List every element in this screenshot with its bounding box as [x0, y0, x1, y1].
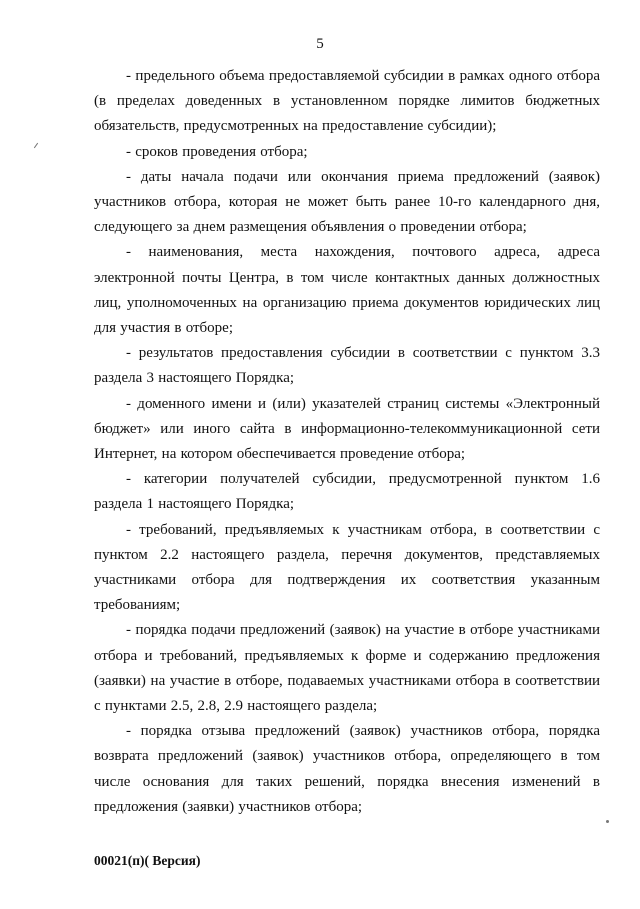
paragraph-subsidy-results: - результатов предоставления субсидии в соответствии с пунктом 3.3 раздела 3 настоящего Порядка;: [94, 345, 600, 387]
document-body: [94, 64, 600, 820]
page-number: 5: [316, 36, 324, 52]
paragraph-application-dates: - даты начала подачи или окончания приема предложений (заявок) участников отбора, которая не может быть ранее 10-го календарного дня, следующего за днем размещения объявления о проведении отбора;: [94, 168, 600, 236]
scan-artifact-mark: [34, 143, 38, 148]
paragraph-recipient-category: - категории получателей субсидии, предусмотренной пунктом 1.6 раздела 1 настоящего Порядка;: [94, 471, 600, 513]
paragraph-selection-deadlines: - сроков проведения отбора;: [126, 143, 308, 160]
paragraph-participant-requirements: - требований, предъявляемых к участникам отбора, в соответствии с пунктом 2.2 настоящего раздела, перечня документов, представляемых участниками отбора для подтверждения их соответствия указанным требованиям;: [94, 521, 600, 614]
paragraph-withdrawal-procedure: - порядка отзыва предложений (заявок) участников отбора, порядка возврата предложений (заявок) участников отбора, определяющего в том числе основания для таких решений, порядка внесения изменений в предложения (заявки) участников отбора;: [94, 723, 600, 815]
paragraph-domain-name: - доменного имени и (или) указателей страниц системы «Электронный бюджет» или иного сайта в информационно-телекоммуникационной сети Интернет, на котором обеспечивается проведение отбора;: [94, 395, 600, 463]
paragraph-center-contacts: - наименования, места нахождения, почтового адреса, адреса электронной почты Центра, в том числе контактных данных должностных лиц, уполномоченных на организацию приема документов юридических лиц для участия в отборе;: [94, 244, 600, 337]
paragraph-application-procedure: - порядка подачи предложений (заявок) на участие в отборе участниками отбора и требований, предъявляемых к форме и содержанию предложения (заявки) на участие в отборе, подаваемых участниками отбора в соответствии с пунктами 2.5, 2.8, 2.9 настоящего раздела;: [94, 622, 600, 715]
document-footer-id: 00021(п)( Версия): [94, 853, 201, 868]
scan-artifact-mark: [606, 820, 609, 823]
paragraph-subsidy-volume: - предельного объема предоставляемой субсидии в рамках одного отбора (в пределах доведенных в установленном порядке лимитов бюджетных обязательств, предусмотренных на предоставление субсидии);: [94, 68, 600, 135]
